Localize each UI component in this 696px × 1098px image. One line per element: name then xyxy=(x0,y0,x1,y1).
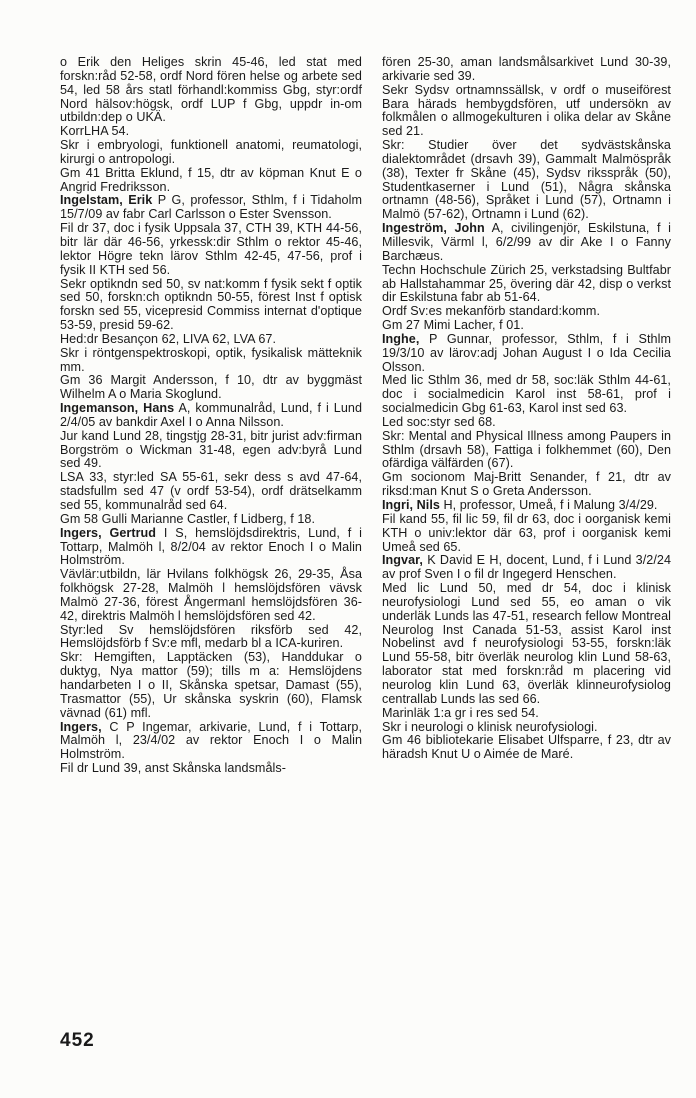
entry-text: Sekr Sydsv ortnamnssällsk, v ordf o museiförest Bara härads hembygdsfören, utf undersökn av folkmålen o allmogekulturen i olika delar av Skåne sed 21. xyxy=(382,82,671,139)
entry-paragraph xyxy=(382,471,671,499)
entry-text: Med lic Lund 50, med dr 54, doc i klinisk neurofysiologi Lund sed 55, eo aman o vik underläk Lunds las 47-51, research fellow Montreal Neurolog Inst Canada 51-53, assist Karol inst Nobelinst avd f neurofysiologi 53-55, forskn:läk Lund 55-58, bitr överläk neurolog klin Lund 58-63, laborator stat med forskn:råd m placering vid neurolog klin Lund 63, överläk klinneurofysiolog centrallab Lunds las sed 66. xyxy=(382,581,671,706)
entry-text: Styr:led Sv hemslöjdsfören riksförb sed 42, Hemslöjdsförb f Sv:e mfl, medarb bl a ICA-kuriren. xyxy=(60,622,362,651)
entry-text: Vävlär:utbildn, lär Hvilans folkhögsk 26, 29-35, Åsa folkhögsk 27-28, Malmöh l hemslöjdsfören vävsk Malmö 27-36, förest Ångermanl hemslöjdsfören 36-42, direktris Malmöh l hemslöjdsfören sed 42. xyxy=(60,567,362,623)
entry-name: Ingeström, John xyxy=(382,221,485,236)
entry-name: Ingvar, xyxy=(382,553,423,568)
page-number: 452 xyxy=(60,1030,95,1051)
entry-text: Gm 27 Mimi Lacher, f 01. xyxy=(382,318,524,333)
entry-text: P G, professor, Sthlm, f i Tidaholm 15/7/09 av fabr Carl Carlsson o Ester Svensson. xyxy=(60,193,362,222)
entry-paragraph xyxy=(382,374,671,416)
entry-text: K David E H, docent, Lund, f i Lund 3/2/24 av prof Sven I o fil dr Ingegerd Henschen. xyxy=(382,553,671,582)
entry-text: Led soc:styr sed 68. xyxy=(382,414,496,429)
entry-paragraph xyxy=(382,707,671,721)
entry-text: Skr i röntgenspektroskopi, optik, fysikalisk mätteknik mm. xyxy=(60,345,362,374)
entry-text: Hed:dr Besançon 62, LIVA 62, LVA 67. xyxy=(60,331,277,346)
entry-text: Fil kand 55, fil lic 59, fil dr 63, doc i oorganisk kemi KTH o univ:lektor där 63, prof i oorganisk kemi Umeå sed 65. xyxy=(382,511,671,554)
entry-paragraph xyxy=(60,374,362,402)
entry-paragraph xyxy=(60,139,362,167)
entry-text: KorrLHA 54. xyxy=(60,124,130,139)
entry-paragraph xyxy=(60,333,362,347)
entry-paragraph xyxy=(382,305,671,319)
entry-paragraph xyxy=(60,568,362,623)
biography-entry xyxy=(60,194,362,222)
entry-text: Skr i embryologi, funktionell anatomi, reumatologi, kirurgi o antropologi. xyxy=(60,138,362,166)
biography-entry xyxy=(60,402,362,430)
entry-text: Skr: Mental and Physical Illness among Paupers in Sthlm (drsavh 58), Fattiga i folkhemmet (60), Den ofärdiga välfärden (67). xyxy=(382,428,671,471)
entry-paragraph xyxy=(60,430,362,472)
entry-paragraph xyxy=(382,734,671,762)
entry-text: LSA 33, styr:led SA 55-61, sekr dess s avd 47-64, stadsfullm sed 47 (v ordf 53-54), ordf drätselkamm sed 55, kommunalråd sed 64. xyxy=(60,470,362,512)
entry-paragraph xyxy=(60,278,362,333)
entry-name: Ingers, xyxy=(60,719,102,734)
entry-text: Techn Hochschule Zürich 25, verkstadsing Bultfabr ab Hallstahammar 25, övering där 42, disp o verkst dir Eskilstuna fabr ab 51-64. xyxy=(382,262,671,305)
entry-name: Ingers, Gertrud xyxy=(60,525,157,540)
biography-entry xyxy=(382,222,671,264)
entry-text: Sekr optikndn sed 50, sv nat:komm f fysik sekt f optik sed 50, forskn:ch optikndn 50-55, förest Inst f optisk forskn sed 55, vicepresid Commiss internat d'optique 53-59, presid 59-62. xyxy=(60,276,362,333)
entry-paragraph xyxy=(382,513,671,555)
entry-text: Jur kand Lund 28, tingstjg 28-31, bitr jurist adv:firman Borgström o Wickman 31-48, egen adv:byrå Lund sed 49. xyxy=(60,428,362,471)
entry-text: Gm 36 Margit Andersson, f 10, dtr av byggmäst Wilhelm A o Maria Skoglund. xyxy=(60,373,362,402)
entry-paragraph xyxy=(382,319,671,333)
biography-entry xyxy=(60,527,362,569)
entry-text: C P Ingemar, arkivarie, Lund, f i Tottarp, Malmöh l, 23/4/02 av rektor Enoch I o Malin Holmström. xyxy=(60,719,362,762)
biography-entry xyxy=(382,333,671,375)
entry-paragraph xyxy=(382,264,671,306)
entry-text: A, kommunalråd, Lund, f i Lund 2/4/05 av bankdir Axel I o Anna Nilsson. xyxy=(60,401,362,429)
entry-paragraph xyxy=(60,624,362,652)
entry-paragraph xyxy=(60,222,362,277)
entry-text: Gm 46 bibliotekarie Elisabet Ulfsparre, f 23, dtr av häradsh Knut U o Aimée de Maré. xyxy=(382,733,671,762)
entry-paragraph xyxy=(60,471,362,513)
entry-name: Inghe, xyxy=(382,331,420,346)
entry-paragraph xyxy=(382,721,671,735)
biography-entry xyxy=(382,499,671,513)
entry-paragraph xyxy=(60,347,362,375)
entry-paragraph xyxy=(382,582,671,707)
entry-text: o Erik den Heliges skrin 45-46, led stat med forskn:råd 52-58, ordf Nord fören helse og arbete sed 54, led 58 års statl förhandl:kommiss Gbg, styr:ordf Nord hälsov:högsk, ordf LUP f Gbg, uppdr in-om utbildn:dep o UKÄ. xyxy=(60,55,362,125)
entry-text: Skr: Hemgiften, Lapptäcken (53), Handdukar o duktyg, Nya mattor (59); tills m a: Hemslöjdens handarbeten I o II, Skånska spetsar, Damast (55), Trasmattor (55), Ur skånska syskrin (60), Flamsk vävnad (61) mfl. xyxy=(60,650,362,720)
entry-paragraph xyxy=(60,513,362,527)
entry-paragraph xyxy=(382,56,671,84)
entry-paragraph xyxy=(382,139,671,222)
entry-text: P Gunnar, professor, Sthlm, f i Sthlm 19/3/10 av lärov:adj Johan August I o Ida Cecilia Olsson. xyxy=(382,331,671,374)
entry-text: I S, hemslöjdsdirektris, Lund, f i Tottarp, Malmöh l, 8/2/04 av rektor Enoch I o Malin Holmström. xyxy=(60,525,362,568)
entry-paragraph xyxy=(60,651,362,720)
left-column xyxy=(60,56,362,776)
entry-paragraph xyxy=(382,416,671,430)
entry-paragraph xyxy=(382,84,671,139)
entry-paragraph xyxy=(60,762,362,776)
biography-entry xyxy=(382,554,671,582)
entry-paragraph xyxy=(60,56,362,125)
entry-text: Skr i neurologi o klinisk neurofysiologi. xyxy=(382,719,598,734)
entry-text: Fil dr 37, doc i fysik Uppsala 37, CTH 39, KTH 44-56, bitr lär där 46-56, yrkessk:dir Sthlm o rektor 45-46, lektor Högre tekn lärov Sthlm 42-45, 47-56, prof i fysik II KTH sed 56. xyxy=(60,221,362,277)
entry-text: Med lic Sthlm 36, med dr 58, soc:läk Sthlm 44-61, doc i socialmedicin Karol inst 58-61, prof i socialmedicin Gbg 61-63, Karol inst sed 63. xyxy=(382,373,671,416)
entry-text: Gm socionom Maj-Britt Senander, f 21, dtr av riksd:man Knut S o Greta Andersson. xyxy=(382,470,671,499)
biography-entry xyxy=(60,721,362,763)
entry-text: Fil dr Lund 39, anst Skånska landsmåls- xyxy=(60,761,286,776)
entry-text: A, civilingenjör, Eskilstuna, f i Millesvik, Värml l, 6/2/99 av dir Ake I o Fanny Barchæus. xyxy=(382,221,671,263)
entry-text: Marinläk 1:a gr i res sed 54. xyxy=(382,705,539,720)
entry-text: Ordf Sv:es mekanförb standard:komm. xyxy=(382,304,601,319)
entry-name: Ingelstam, Erik xyxy=(60,193,153,208)
entry-name: Ingri, Nils xyxy=(382,498,440,512)
entry-paragraph xyxy=(60,167,362,195)
entry-name: Ingemanson, Hans xyxy=(60,401,175,416)
entry-paragraph xyxy=(382,430,671,472)
entry-text: fören 25-30, aman landsmålsarkivet Lund 30-39, arkivarie sed 39. xyxy=(382,55,671,83)
entry-text: Gm 41 Britta Eklund, f 15, dtr av köpman Knut E o Angrid Fredriksson. xyxy=(60,165,362,194)
entry-text: H, professor, Umeå, f i Malung 3/4/29. xyxy=(439,498,658,512)
right-column xyxy=(382,56,671,762)
entry-text: Skr: Studier över det sydvästskånska dialektområdet (drsavh 39), Gammalt Malmöspråk (38), Texter fr Skåne (45), Sydsv riksspråk (50), Studentkaserner i Lund (51), Några skånska ortnamn (48-56), Språket i Lund (57), Ortnamn i Malmö (57-62), Ortnamn i Lund (62). xyxy=(382,138,671,222)
entry-text: Gm 58 Gulli Marianne Castler, f Lidberg, f 18. xyxy=(60,511,315,526)
entry-paragraph xyxy=(60,125,362,139)
